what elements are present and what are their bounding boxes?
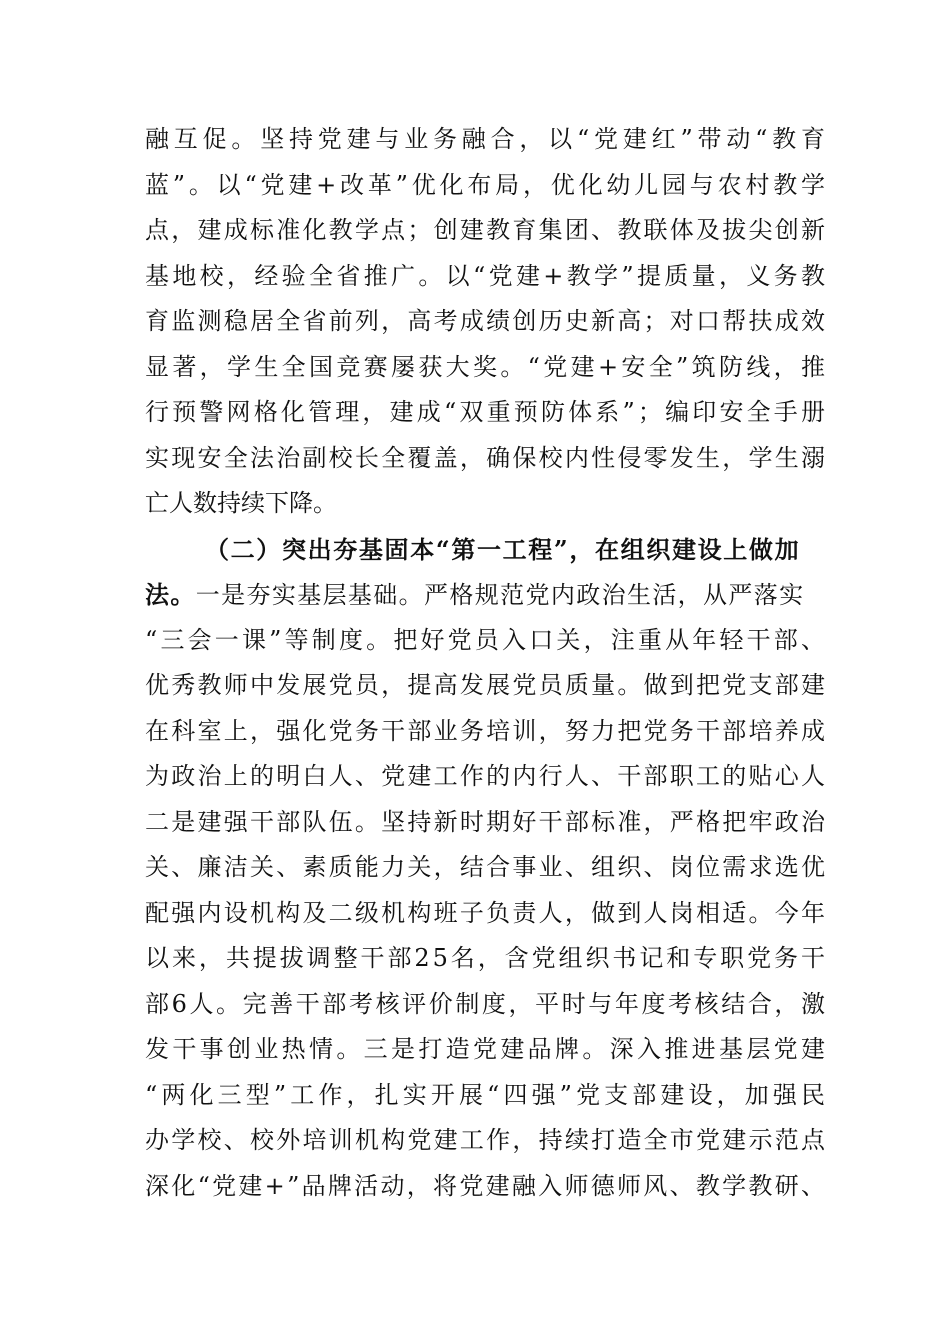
text-line: 基地校，经验全省推广。以“党建+教学”提质量，义务教 [145,261,829,290]
text-run: 一是夯实基层基础。严格规范党内政治生活，从严落实 [195,581,805,609]
text-line: 为政治上的明白人、党建工作的内行人、干部职工的贴心人 [145,762,828,790]
text-line: 蓝”。以“党建+改革”优化布局，优化幼儿园与农村教学 [145,170,829,199]
text-line: 发干事创业热情。三是打造党建品牌。深入推进基层党建 [145,1035,829,1063]
text-line: 以来，共提拔调整干部25名，含党组织书记和专职党务干 [145,944,828,972]
text-line: 二是建强干部队伍。坚持新时期好干部标准，严格把牢政治 [145,807,828,836]
section-heading: （二）突出夯基固本“第一工程”，在组织建设上做加 [205,534,801,564]
text-line: 办学校、校外培训机构党建工作，持续打造全市党建示范点 [145,1126,828,1154]
text-line: 显著，学生全国竞赛屡获大奖。“党建+安全”筑防线，推 [145,352,829,381]
text-line: 部6人。完善干部考核评价制度，平时与年度考核结合，激 [145,989,828,1018]
paragraph-2 [145,527,830,1210]
text-line [145,572,825,618]
text-line: 行预警网格化管理，建成“双重预防体系”；编印安全手册 [145,398,829,426]
text-line: 优秀教师中发展党员，提高发展党员质量。做到把党支部建 [145,671,828,699]
text-line: 点，建成标准化教学点；创建教育集团、教联体及拔尖创新 [145,216,828,244]
text-line: 深化“党建+”品牌活动，将党建融入师德师风、教学教研、 [145,1171,828,1200]
paragraph-1 [145,117,830,527]
text-line: 配强内设机构及二级机构班子负责人，做到人岗相适。今年 [145,898,828,927]
section-heading-end: 法。 [145,580,196,609]
text-line: 育监测稳居全省前列，高考成绩创历史新高；对口帮扶成效 [145,307,828,335]
text-line: 融互促。坚持党建与业务融合，以“党建红”带动“教育 [145,125,830,153]
text-line: 亡人数持续下降。 [145,489,337,517]
text-line: “三会一课”等制度。把好党员入口关，注重从年轻干部、 [145,625,829,654]
text-line: 实现安全法治副校长全覆盖，确保校内性侵零发生，学生溺 [145,443,828,472]
text-line: 在科室上，强化党务干部业务培训，努力把党务干部培养成 [145,716,828,745]
text-line: “两化三型”工作，扎实开展“四强”党支部建设，加强民 [145,1080,830,1109]
text-line: 关、廉洁关、素质能力关，结合事业、组织、岗位需求选优 [145,853,828,881]
section-heading-line [145,527,825,573]
body-text [145,117,830,1209]
